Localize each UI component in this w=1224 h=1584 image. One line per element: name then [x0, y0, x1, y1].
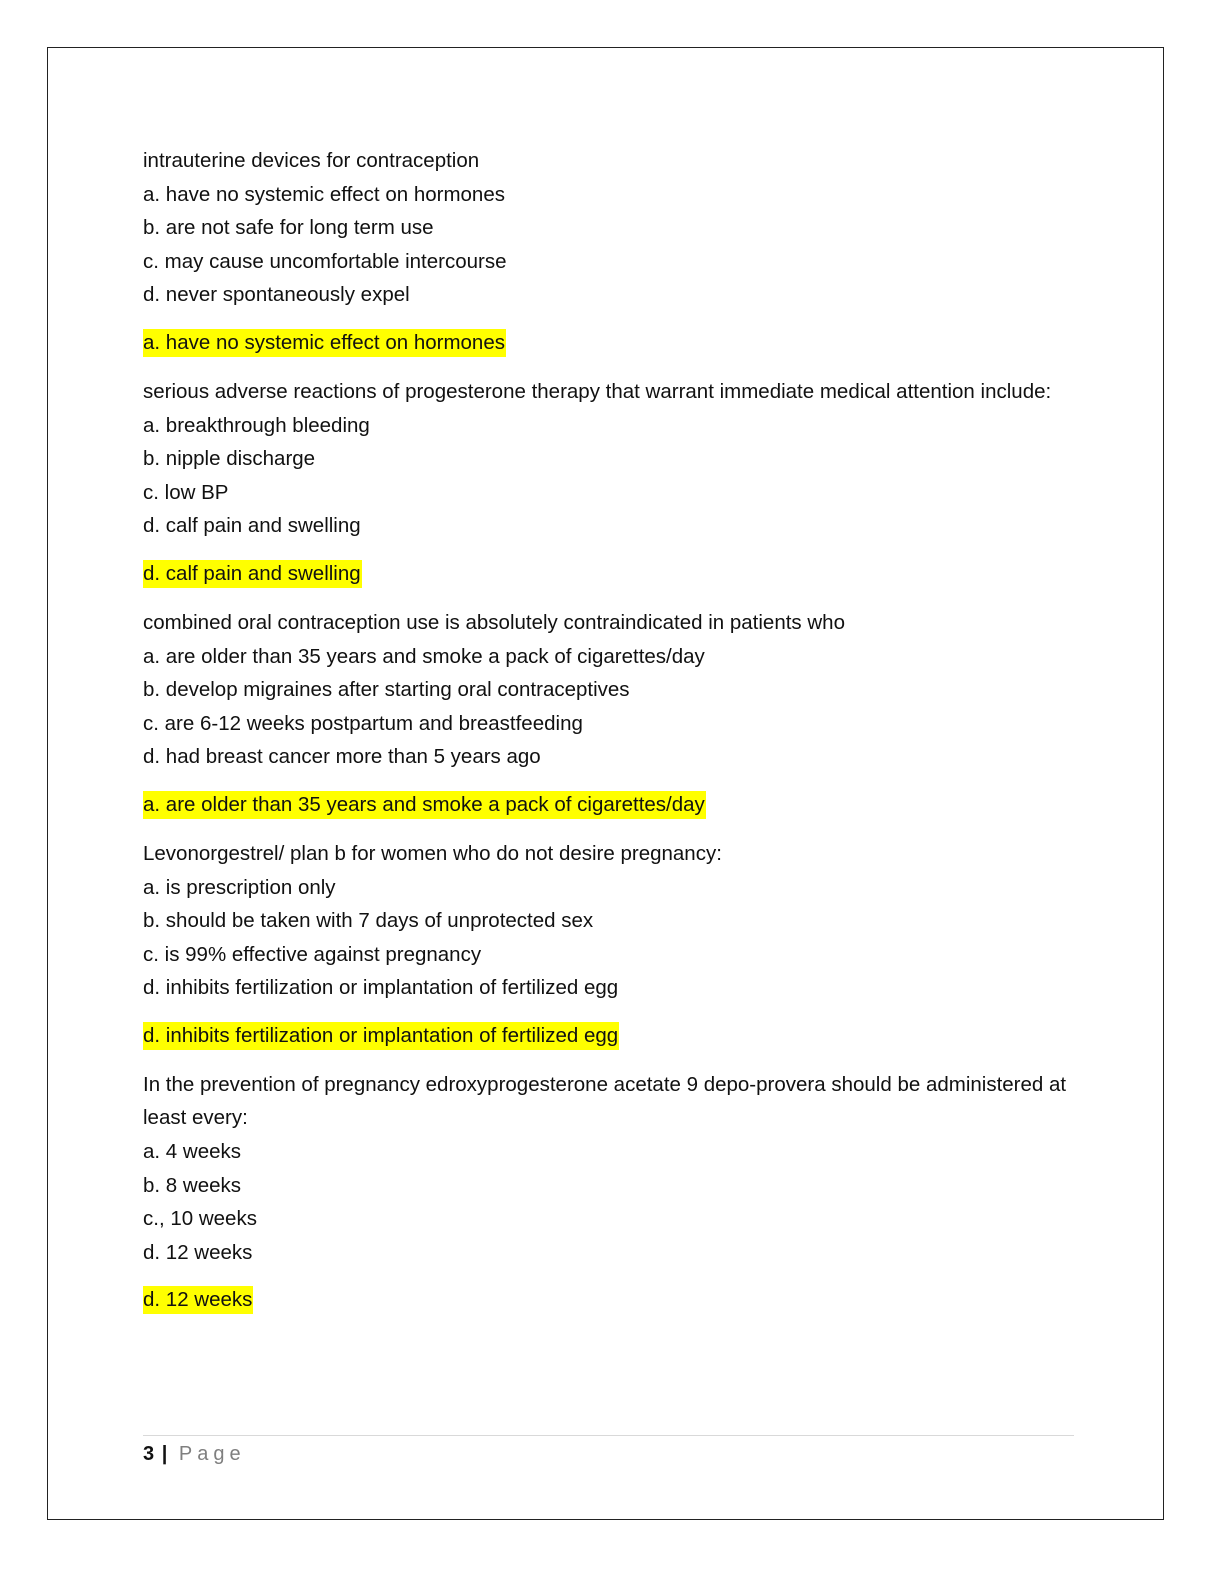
option-b: b. 8 weeks	[143, 1173, 241, 1197]
highlighted-answer: d. 12 weeks	[143, 1286, 253, 1314]
option-d: d. inhibits fertilization or implantation of fertilized egg	[143, 976, 619, 1000]
question-stem: combined oral contraception use is absolutely contraindicated in patients who	[143, 610, 845, 634]
option-d: d. calf pain and swelling	[143, 514, 361, 538]
question-3	[143, 606, 1083, 823]
option-a: a. 4 weeks	[143, 1140, 241, 1164]
footer-rule	[143, 1435, 1074, 1436]
question-stem: Levonorgestrel/ plan b for women who do not desire pregnancy:	[143, 841, 722, 865]
highlighted-answer: a. have no systemic effect on hormones	[143, 329, 506, 357]
option-b: b. develop migraines after starting oral contraceptives	[143, 678, 630, 702]
question-4	[143, 837, 1083, 1054]
option-b: b. nipple discharge	[143, 447, 316, 471]
question-2	[143, 375, 1083, 592]
page-number: 3	[143, 1443, 155, 1465]
option-a: a. are older than 35 years and smoke a pack of cigarettes/day	[143, 644, 705, 668]
question-stem: intrauterine devices for contraception	[143, 149, 480, 172]
option-a: a. is prescription only	[143, 875, 336, 899]
question-stem: serious adverse reactions of progesterone therapy that warrant immediate medical attention include:	[143, 379, 1052, 403]
option-c: c. low BP	[143, 480, 229, 504]
option-d: d. had breast cancer more than 5 years ago	[143, 745, 541, 769]
option-d: d. never spontaneously expel	[143, 283, 410, 307]
question-stem: In the prevention of pregnancy edroxyprogesterone acetate 9 depo-provera should be administered at least every:	[143, 1072, 1067, 1130]
option-b: b. should be taken with 7 days of unprotected sex	[143, 909, 594, 933]
highlighted-answer: a. are older than 35 years and smoke a pack of cigarettes/day	[143, 791, 706, 819]
question-5	[143, 1068, 1083, 1319]
option-a: a. breakthrough bleeding	[143, 413, 370, 437]
page-footer	[143, 1440, 246, 1468]
document-body	[143, 144, 1083, 1332]
page-label: Page	[178, 1443, 246, 1465]
option-b: b. are not safe for long term use	[143, 216, 434, 240]
option-c: c. are 6-12 weeks postpartum and breastfeeding	[143, 711, 583, 735]
option-c: c. may cause uncomfortable intercourse	[143, 249, 507, 273]
option-c: c. is 99% effective against pregnancy	[143, 942, 482, 966]
option-d: d. 12 weeks	[143, 1240, 253, 1264]
option-a: a. have no systemic effect on hormones	[143, 182, 505, 206]
question-1	[143, 144, 1083, 361]
footer-separator: |	[161, 1443, 168, 1465]
highlighted-answer: d. calf pain and swelling	[143, 560, 362, 588]
option-c: c., 10 weeks	[143, 1207, 257, 1231]
highlighted-answer: d. inhibits fertilization or implantation of fertilized egg	[143, 1022, 619, 1050]
